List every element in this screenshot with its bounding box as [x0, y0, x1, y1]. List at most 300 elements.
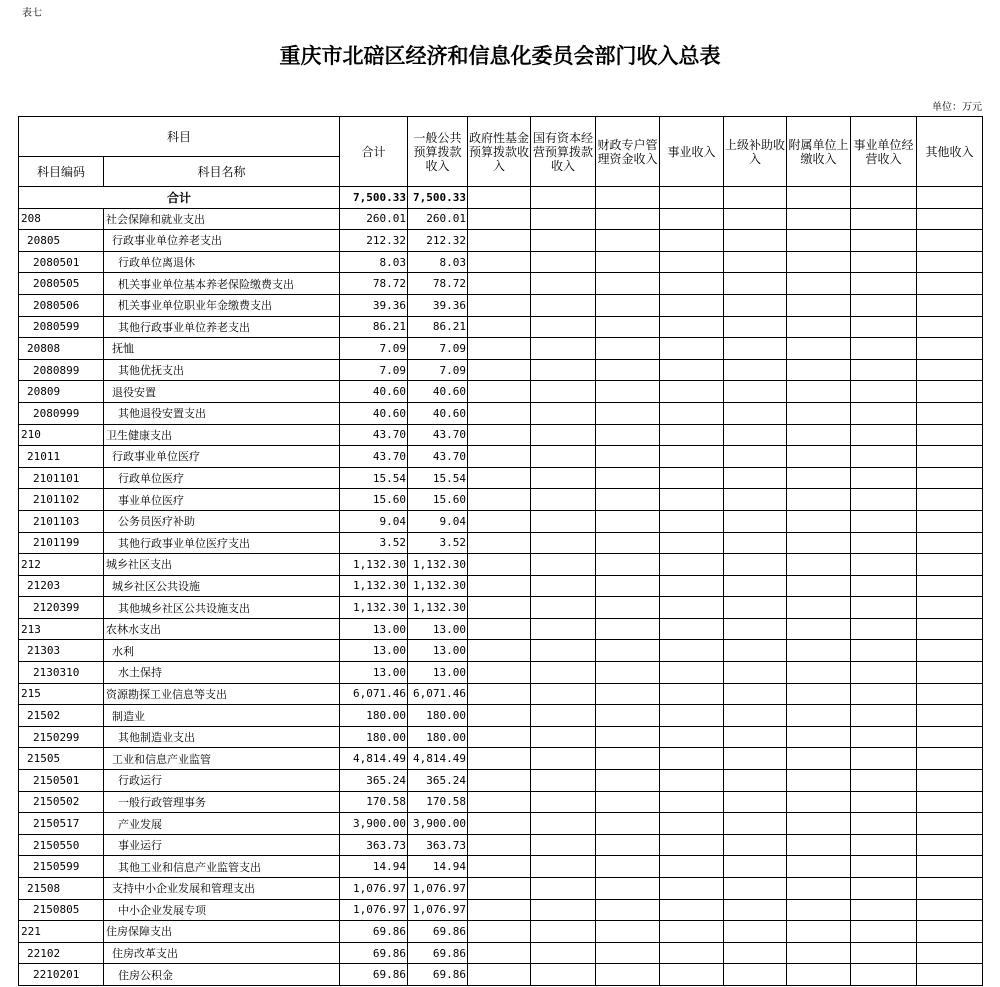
empty-cell	[851, 230, 917, 252]
empty-cell	[468, 705, 531, 727]
table-row	[19, 273, 983, 295]
subject-name: 其他制造业支出	[104, 726, 340, 748]
empty-cell	[724, 338, 787, 360]
empty-cell	[596, 813, 660, 835]
empty-cell	[851, 273, 917, 295]
empty-cell	[596, 770, 660, 792]
table-row	[19, 942, 983, 964]
empty-cell	[660, 791, 724, 813]
empty-cell	[917, 402, 983, 424]
empty-cell	[851, 813, 917, 835]
subject-code: 21508	[19, 878, 104, 900]
table-row	[19, 381, 983, 403]
empty-cell	[917, 316, 983, 338]
total-general: 7,500.33	[408, 187, 468, 209]
row-total: 40.60	[340, 381, 408, 403]
empty-cell	[917, 878, 983, 900]
subject-name: 城乡社区公共设施	[104, 575, 340, 597]
empty-cell	[660, 424, 724, 446]
empty-cell	[596, 532, 660, 554]
row-general-budget: 13.00	[408, 640, 468, 662]
subject-code: 21502	[19, 705, 104, 727]
empty-cell	[787, 834, 851, 856]
subject-code: 215	[19, 683, 104, 705]
empty-cell	[531, 683, 596, 705]
table-row	[19, 251, 983, 273]
unit-label: 单位：万元	[932, 102, 982, 113]
empty-cell	[787, 921, 851, 943]
empty-cell	[660, 489, 724, 511]
empty-cell	[660, 683, 724, 705]
empty-cell	[531, 381, 596, 403]
empty-cell	[468, 489, 531, 511]
subject-code: 2150805	[19, 899, 104, 921]
subject-name: 行政单位医疗	[104, 467, 340, 489]
subject-code: 20809	[19, 381, 104, 403]
empty-cell	[787, 294, 851, 316]
row-general-budget: 86.21	[408, 316, 468, 338]
table-row	[19, 770, 983, 792]
empty-cell	[787, 964, 851, 986]
empty-cell	[787, 813, 851, 835]
empty-cell	[468, 640, 531, 662]
empty-cell	[724, 856, 787, 878]
empty-cell	[917, 683, 983, 705]
empty-cell	[660, 748, 724, 770]
empty-cell	[468, 942, 531, 964]
row-total: 15.60	[340, 489, 408, 511]
empty-cell	[787, 230, 851, 252]
subject-name: 其他行政事业单位养老支出	[104, 316, 340, 338]
empty-cell	[724, 489, 787, 511]
empty-cell	[917, 618, 983, 640]
row-general-budget: 13.00	[408, 662, 468, 684]
header-superior-subsidy: 上级补助收入	[724, 117, 787, 187]
empty-cell	[531, 575, 596, 597]
subject-code: 2080899	[19, 359, 104, 381]
total-sum: 7,500.33	[340, 187, 408, 209]
empty-cell	[724, 575, 787, 597]
subject-name: 资源勘探工业信息等支出	[104, 683, 340, 705]
empty-cell	[660, 381, 724, 403]
empty-cell	[917, 381, 983, 403]
empty-cell	[596, 899, 660, 921]
subject-code: 221	[19, 921, 104, 943]
table-row	[19, 489, 983, 511]
empty-cell	[660, 726, 724, 748]
empty-cell	[724, 597, 787, 619]
empty-cell	[596, 489, 660, 511]
empty-cell	[660, 208, 724, 230]
row-total: 8.03	[340, 251, 408, 273]
empty-cell	[787, 554, 851, 576]
empty-cell	[917, 467, 983, 489]
empty-cell	[660, 834, 724, 856]
empty-cell	[851, 640, 917, 662]
row-total: 9.04	[340, 510, 408, 532]
header-total: 合计	[340, 117, 408, 187]
empty-cell	[468, 921, 531, 943]
row-total: 1,132.30	[340, 554, 408, 576]
empty-cell	[596, 273, 660, 295]
subject-code: 2080501	[19, 251, 104, 273]
empty-cell	[917, 899, 983, 921]
header-affiliated: 附属单位上缴收入	[787, 117, 851, 187]
empty-cell	[596, 575, 660, 597]
empty-cell	[917, 338, 983, 360]
empty-cell	[660, 251, 724, 273]
empty-cell	[531, 230, 596, 252]
row-general-budget: 69.86	[408, 942, 468, 964]
empty-cell	[531, 813, 596, 835]
empty-cell	[531, 316, 596, 338]
empty-cell	[596, 618, 660, 640]
empty-cell	[660, 402, 724, 424]
empty-cell	[596, 467, 660, 489]
empty-cell	[468, 273, 531, 295]
subject-name: 城乡社区支出	[104, 554, 340, 576]
row-general-budget: 365.24	[408, 770, 468, 792]
empty-cell	[787, 683, 851, 705]
empty-cell	[917, 510, 983, 532]
empty-cell	[468, 554, 531, 576]
row-total: 43.70	[340, 424, 408, 446]
empty-cell	[660, 273, 724, 295]
table-row	[19, 208, 983, 230]
table-row	[19, 510, 983, 532]
empty-cell	[531, 662, 596, 684]
header-code: 科目编码	[19, 157, 104, 187]
empty-cell	[917, 489, 983, 511]
empty-cell	[851, 532, 917, 554]
empty-cell	[917, 230, 983, 252]
empty-cell	[724, 662, 787, 684]
empty-cell	[596, 510, 660, 532]
table-row	[19, 597, 983, 619]
row-total: 86.21	[340, 316, 408, 338]
subject-code: 213	[19, 618, 104, 640]
empty-cell	[660, 597, 724, 619]
empty-cell	[468, 294, 531, 316]
row-total: 40.60	[340, 402, 408, 424]
empty-cell	[724, 770, 787, 792]
empty-cell	[596, 964, 660, 986]
table-row	[19, 856, 983, 878]
empty-cell	[531, 532, 596, 554]
empty-cell	[851, 338, 917, 360]
empty-cell	[596, 597, 660, 619]
empty-cell	[596, 424, 660, 446]
empty-cell	[917, 834, 983, 856]
subject-code: 2101103	[19, 510, 104, 532]
empty-cell	[596, 251, 660, 273]
subject-code: 2101102	[19, 489, 104, 511]
empty-cell	[660, 294, 724, 316]
empty-cell	[787, 899, 851, 921]
empty-cell	[531, 554, 596, 576]
row-general-budget: 260.01	[408, 208, 468, 230]
empty-cell	[851, 748, 917, 770]
row-total: 365.24	[340, 770, 408, 792]
subject-name: 住房保障支出	[104, 921, 340, 943]
table-row	[19, 467, 983, 489]
table-row	[19, 424, 983, 446]
revenue-table	[18, 116, 983, 986]
table-row	[19, 640, 983, 662]
empty-cell	[660, 618, 724, 640]
empty-cell	[851, 316, 917, 338]
empty-cell	[787, 381, 851, 403]
row-general-budget: 14.94	[408, 856, 468, 878]
row-total: 363.73	[340, 834, 408, 856]
empty-cell	[851, 467, 917, 489]
empty-cell	[596, 359, 660, 381]
empty-cell	[917, 294, 983, 316]
empty-cell	[724, 510, 787, 532]
empty-cell	[724, 402, 787, 424]
empty-cell	[468, 683, 531, 705]
empty-cell	[724, 424, 787, 446]
empty-cell	[660, 467, 724, 489]
empty-cell	[724, 618, 787, 640]
empty-cell	[851, 791, 917, 813]
empty-cell	[468, 770, 531, 792]
header-subject: 科目	[19, 117, 340, 157]
empty-cell	[468, 964, 531, 986]
subject-code: 21203	[19, 575, 104, 597]
row-general-budget: 6,071.46	[408, 683, 468, 705]
empty-cell	[468, 662, 531, 684]
empty-cell	[531, 402, 596, 424]
subject-name: 工业和信息产业监管	[104, 748, 340, 770]
empty-cell	[851, 294, 917, 316]
empty-cell	[531, 942, 596, 964]
table-row	[19, 921, 983, 943]
subject-name: 其他退役安置支出	[104, 402, 340, 424]
empty-cell	[724, 554, 787, 576]
empty-cell	[724, 467, 787, 489]
row-total: 13.00	[340, 618, 408, 640]
subject-code: 212	[19, 554, 104, 576]
row-general-budget: 9.04	[408, 510, 468, 532]
table-row	[19, 402, 983, 424]
empty-cell	[531, 791, 596, 813]
empty-cell	[917, 640, 983, 662]
subject-code: 2130310	[19, 662, 104, 684]
empty-cell	[468, 899, 531, 921]
empty-cell	[917, 921, 983, 943]
row-total: 14.94	[340, 856, 408, 878]
empty-cell	[596, 856, 660, 878]
empty-cell	[468, 424, 531, 446]
subject-code: 2080999	[19, 402, 104, 424]
empty-cell	[724, 316, 787, 338]
empty-cell	[787, 942, 851, 964]
subject-name: 中小企业发展专项	[104, 899, 340, 921]
empty-cell	[787, 856, 851, 878]
empty-cell	[660, 446, 724, 468]
row-total: 3,900.00	[340, 813, 408, 835]
subject-code: 2150599	[19, 856, 104, 878]
row-general-budget: 4,814.49	[408, 748, 468, 770]
empty-cell	[787, 575, 851, 597]
empty-cell	[724, 942, 787, 964]
empty-cell	[596, 878, 660, 900]
row-general-budget: 363.73	[408, 834, 468, 856]
empty-cell	[787, 705, 851, 727]
table-row	[19, 316, 983, 338]
empty-cell	[917, 770, 983, 792]
row-total: 39.36	[340, 294, 408, 316]
empty-cell	[531, 446, 596, 468]
empty-cell	[787, 532, 851, 554]
subject-code: 20805	[19, 230, 104, 252]
empty-cell	[787, 878, 851, 900]
empty-cell	[917, 942, 983, 964]
empty-cell	[917, 575, 983, 597]
row-total: 15.54	[340, 467, 408, 489]
empty-cell	[724, 921, 787, 943]
empty-cell	[531, 834, 596, 856]
subject-name: 支持中小企业发展和管理支出	[104, 878, 340, 900]
empty-cell	[724, 381, 787, 403]
row-general-budget: 69.86	[408, 921, 468, 943]
header-other: 其他收入	[917, 117, 983, 187]
empty-cell	[660, 230, 724, 252]
subject-name: 卫生健康支出	[104, 424, 340, 446]
row-total: 7.09	[340, 338, 408, 360]
subject-name: 住房改革支出	[104, 942, 340, 964]
empty-cell	[660, 359, 724, 381]
row-total: 180.00	[340, 726, 408, 748]
empty-cell	[596, 942, 660, 964]
subject-name: 社会保障和就业支出	[104, 208, 340, 230]
empty-cell	[531, 899, 596, 921]
subject-name: 行政单位离退休	[104, 251, 340, 273]
row-general-budget: 3,900.00	[408, 813, 468, 835]
empty-cell	[596, 662, 660, 684]
row-total: 7.09	[340, 359, 408, 381]
subject-code: 2101101	[19, 467, 104, 489]
empty-cell	[468, 338, 531, 360]
empty-cell	[468, 878, 531, 900]
empty-cell	[596, 446, 660, 468]
row-general-budget: 180.00	[408, 726, 468, 748]
row-total: 69.86	[340, 921, 408, 943]
empty-cell	[724, 208, 787, 230]
subject-name: 抚恤	[104, 338, 340, 360]
empty-cell	[596, 791, 660, 813]
row-general-budget: 15.60	[408, 489, 468, 511]
empty-cell	[787, 338, 851, 360]
empty-cell	[851, 381, 917, 403]
empty-cell	[917, 705, 983, 727]
empty-cell	[851, 726, 917, 748]
empty-cell	[468, 856, 531, 878]
empty-cell	[468, 597, 531, 619]
empty-cell	[468, 791, 531, 813]
empty-cell	[531, 878, 596, 900]
empty-cell	[531, 294, 596, 316]
row-general-budget: 8.03	[408, 251, 468, 273]
row-total: 13.00	[340, 640, 408, 662]
subject-name: 事业单位医疗	[104, 489, 340, 511]
empty-cell	[787, 662, 851, 684]
empty-cell	[851, 446, 917, 468]
empty-cell	[531, 273, 596, 295]
empty-cell	[787, 726, 851, 748]
row-total: 260.01	[340, 208, 408, 230]
empty-cell	[917, 791, 983, 813]
empty-cell	[531, 726, 596, 748]
empty-cell	[787, 791, 851, 813]
empty-cell	[917, 359, 983, 381]
empty-cell	[468, 467, 531, 489]
empty-cell	[724, 273, 787, 295]
empty-cell	[851, 510, 917, 532]
table-row	[19, 575, 983, 597]
row-general-budget: 7.09	[408, 338, 468, 360]
empty-cell	[851, 575, 917, 597]
empty-cell	[531, 338, 596, 360]
empty-cell	[787, 446, 851, 468]
empty-cell	[724, 640, 787, 662]
empty-cell	[468, 510, 531, 532]
subject-code: 208	[19, 208, 104, 230]
row-total: 13.00	[340, 662, 408, 684]
empty-cell	[917, 532, 983, 554]
row-general-budget: 43.70	[408, 424, 468, 446]
subject-code: 22102	[19, 942, 104, 964]
empty-cell	[917, 251, 983, 273]
subject-name: 制造业	[104, 705, 340, 727]
empty-cell	[596, 683, 660, 705]
subject-name: 水土保持	[104, 662, 340, 684]
empty-cell	[917, 446, 983, 468]
row-general-budget: 69.86	[408, 964, 468, 986]
empty-cell	[851, 662, 917, 684]
empty-cell	[660, 554, 724, 576]
row-general-budget: 40.60	[408, 402, 468, 424]
subject-name: 其他行政事业单位医疗支出	[104, 532, 340, 554]
row-general-budget: 13.00	[408, 618, 468, 640]
empty-cell	[787, 273, 851, 295]
empty-cell	[596, 208, 660, 230]
header-name: 科目名称	[104, 157, 340, 187]
empty-cell	[851, 856, 917, 878]
row-total: 3.52	[340, 532, 408, 554]
empty-cell	[724, 791, 787, 813]
empty-cell	[851, 899, 917, 921]
empty-cell	[851, 705, 917, 727]
subject-name: 水利	[104, 640, 340, 662]
empty-cell	[724, 726, 787, 748]
empty-cell	[851, 942, 917, 964]
empty-cell	[851, 834, 917, 856]
empty-cell	[468, 446, 531, 468]
empty-cell	[531, 251, 596, 273]
subject-name: 住房公积金	[104, 964, 340, 986]
row-total: 6,071.46	[340, 683, 408, 705]
subject-code: 21011	[19, 446, 104, 468]
subject-name: 产业发展	[104, 813, 340, 835]
empty-cell	[531, 510, 596, 532]
empty-cell	[596, 316, 660, 338]
row-total: 212.32	[340, 230, 408, 252]
row-total: 1,076.97	[340, 878, 408, 900]
empty-cell	[531, 359, 596, 381]
row-total: 170.58	[340, 791, 408, 813]
